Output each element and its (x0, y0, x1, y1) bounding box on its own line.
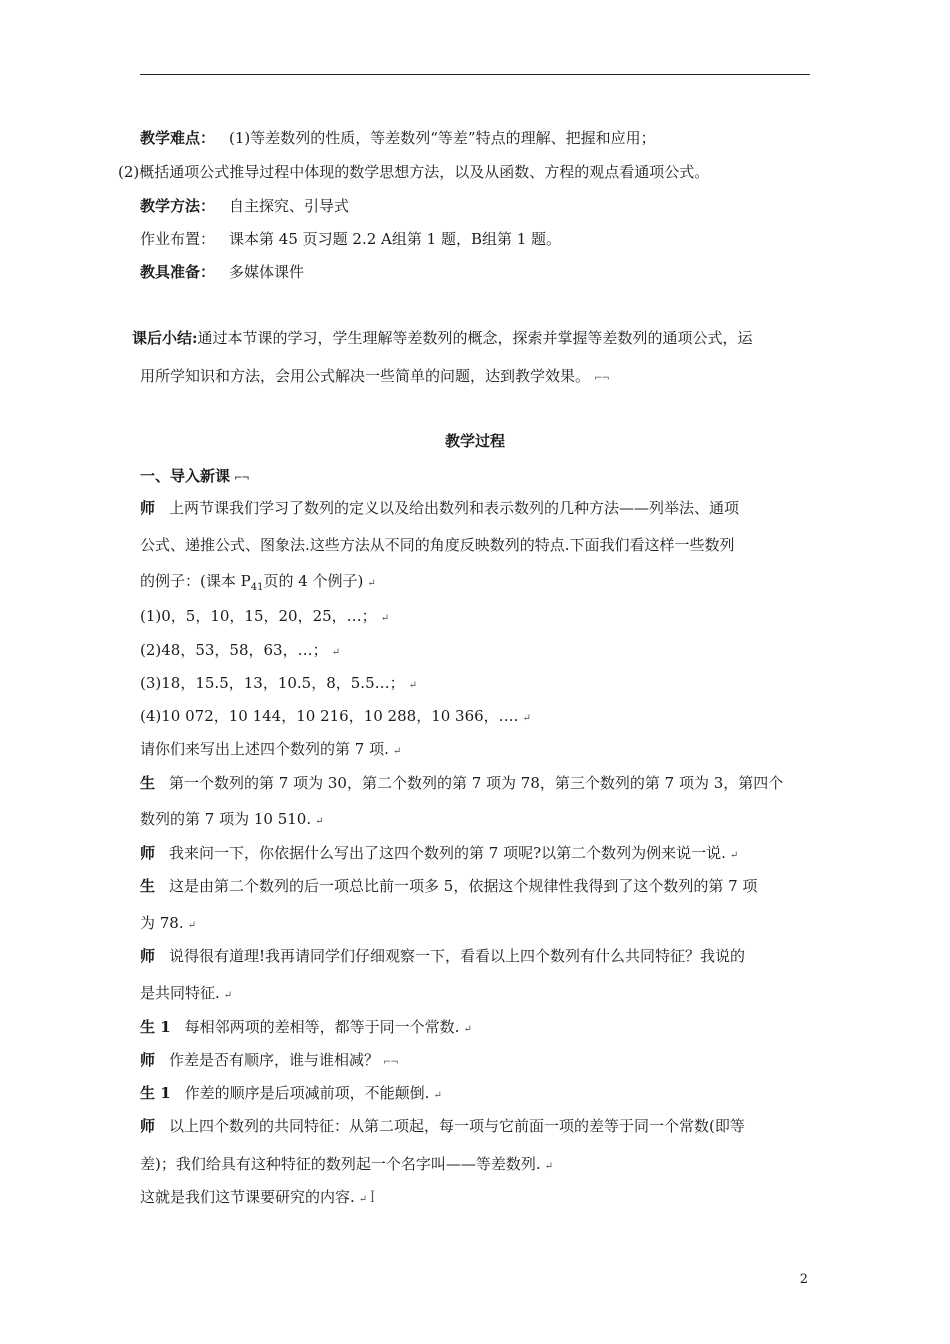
student-2-text-2: 为 78. (140, 914, 184, 932)
teacher-4-text: 作差是否有顺序，谁与谁相减？ (169, 1051, 380, 1069)
return-mark-icon: ↵ (331, 647, 339, 658)
difficulty-line-2: (2)概括通项公式推导过程中体现的数学思想方法，以及从函数、方程的观点看通项公式。 (118, 163, 710, 181)
closing-text: 这就是我们这节课要研究的内容. (140, 1188, 355, 1206)
student-4-text: 作差的顺序是后项减前项，不能颠倒. (184, 1084, 430, 1102)
return-mark-icon: ↵ (187, 920, 196, 931)
summary-line-2 (140, 366, 812, 389)
method-label: 教学方法： (140, 197, 216, 215)
student-1-text-1: 第一个数列的第 7 项为 30，第二个数列的第 7 项为 78，第三个数列的第 7 项为 3，第四个 (169, 774, 784, 792)
sequence-2-text: (2)48，53，58，63，…； (140, 641, 328, 659)
closing-line (140, 1187, 812, 1210)
sequence-4 (140, 706, 812, 729)
return-mark-icon: ↵ (358, 1194, 367, 1205)
tools-label: 教具准备： (140, 263, 216, 281)
teacher-3-line-1 (140, 946, 812, 966)
header-rule (140, 74, 810, 75)
return-mark-icon: ↵ (433, 1090, 441, 1101)
paragraph-mark-icon: ⌐¬ (383, 1057, 398, 1068)
student-2-line-2 (140, 913, 812, 936)
return-mark-icon: ↵ (367, 578, 375, 589)
return-mark-icon: ↵ (380, 613, 389, 624)
speaker-student-1: 生 1 (140, 1084, 171, 1102)
difficulty-label: 教学难点： (140, 129, 216, 147)
return-mark-icon: ↵ (522, 713, 530, 724)
student-1-text-2: 数列的第 7 项为 10 510. (140, 810, 312, 828)
return-mark-icon: ↵ (392, 746, 401, 757)
return-mark-icon: ↵ (223, 990, 232, 1001)
return-mark-icon: ↵ (408, 680, 417, 691)
method-line (140, 196, 812, 216)
process-title: 教学过程 (444, 432, 505, 450)
speaker-teacher: 师 (140, 1117, 156, 1135)
teacher-1-text-3b: 页的 4 个例子) (263, 572, 364, 590)
sequence-3 (140, 673, 812, 696)
teacher-2-line (140, 843, 812, 866)
student-1-line-2 (140, 809, 812, 832)
difficulty-text-1: (1)等差数列的性质，等差数列“等差”特点的理解、把握和应用； (229, 129, 656, 147)
homework-text: 课本第 45 页习题 2.2 A组第 1 题，B组第 1 题。 (229, 230, 562, 248)
return-mark-icon: ↵ (463, 1024, 471, 1035)
teacher-5-line-1 (140, 1116, 812, 1136)
student-2-text-1: 这是由第二个数列的后一项总比前一项多 5，依据这个规律性我得到了这个数列的第 7 项 (169, 877, 758, 895)
sequence-4-text: (4)10 072，10 144，10 216，10 288，10 366，…. (140, 707, 519, 725)
teacher-3-line-2 (140, 983, 812, 1006)
paragraph-mark-icon: ⌐¬ (234, 473, 249, 484)
sequence-1 (140, 606, 812, 629)
speaker-student-1: 生 1 (140, 1018, 171, 1036)
method-text: 自主探究、引导式 (229, 197, 350, 215)
return-mark-icon: ↵ (315, 816, 323, 827)
teacher-5-line-2 (140, 1154, 812, 1177)
teacher-4-line (140, 1050, 812, 1073)
teacher-1-text-3a: 的例子：(课本 P (140, 572, 251, 590)
student-1-line-1 (140, 773, 812, 793)
homework-line (140, 229, 812, 249)
section-1-heading (140, 466, 812, 489)
summary-line-1 (132, 328, 812, 348)
speaker-teacher: 师 (140, 1051, 156, 1069)
tools-line (140, 262, 812, 282)
paragraph-mark-icon: ⌐¬ (594, 373, 609, 384)
return-mark-icon: ↵ (729, 850, 738, 861)
summary-label: 课后小结: (132, 329, 198, 347)
homework-label: 作业布置： (140, 230, 216, 248)
teacher-2-text: 我来问一下，你依据什么写出了这四个数列的第 7 项呢?以第二个数列为例来说一说. (169, 844, 726, 862)
student-2-line-1 (140, 876, 812, 896)
ask-text: 请你们来写出上述四个数列的第 7 项. (140, 740, 389, 758)
sequence-2 (140, 640, 812, 663)
teacher-5-text-2: 差)；我们给具有这种特征的数列起一个名字叫——等差数列. (140, 1155, 541, 1173)
teacher-3-text-1: 说得很有道理!我再请同学们仔细观察一下，看看以上四个数列有什么共同特征？我说的 (169, 947, 746, 965)
sequence-1-text: (1)0，5，10，15，20，25，…； (140, 607, 377, 625)
student-3-line (140, 1017, 812, 1040)
summary-text-2: 用所学知识和方法，会用公式解决一些简单的问题，达到教学效果。 (140, 367, 591, 385)
return-mark-icon: ↵ (544, 1161, 553, 1172)
teacher-1-line-3 (140, 571, 812, 598)
speaker-teacher: 师 (140, 499, 156, 517)
teacher-3-text-2: 是共同特征. (140, 984, 220, 1002)
difficulty-line-1 (140, 128, 812, 148)
summary-text-1: 通过本节课的学习，学生理解等差数列的概念，探索并掌握等差数列的通项公式，运 (197, 329, 753, 347)
page-subscript: 41 (250, 582, 264, 593)
page-number: 2 (799, 1272, 808, 1287)
tools-text: 多媒体课件 (229, 263, 305, 281)
teacher-1-text-1: 上两节课我们学习了数列的定义以及给出数列和表示数列的几种方法——列举法、通项 (169, 499, 740, 517)
student-4-line (140, 1083, 812, 1106)
speaker-teacher: 师 (140, 844, 156, 862)
teacher-1-line-2: 公式、递推公式、图象法.这些方法从不同的角度反映数列的特点.下面我们看这样一些数列 (140, 536, 735, 554)
speaker-teacher: 师 (140, 947, 156, 965)
ask-line (140, 739, 812, 762)
student-3-text: 每相邻两项的差相等，都等于同一个常数. (184, 1018, 460, 1036)
sequence-3-text: (3)18，15.5，13，10.5，8，5.5…； (140, 674, 405, 692)
section-1-text: 一、导入新课 (140, 467, 231, 485)
squiggle-mark-icon: ꟾ (370, 1191, 374, 1205)
teacher-5-text-1: 以上四个数列的共同特征：从第二项起，每一项与它前面一项的差等于同一个常数(即等 (169, 1117, 745, 1135)
speaker-student: 生 (140, 774, 156, 792)
teacher-1-line-1 (140, 498, 812, 518)
speaker-student: 生 (140, 877, 156, 895)
